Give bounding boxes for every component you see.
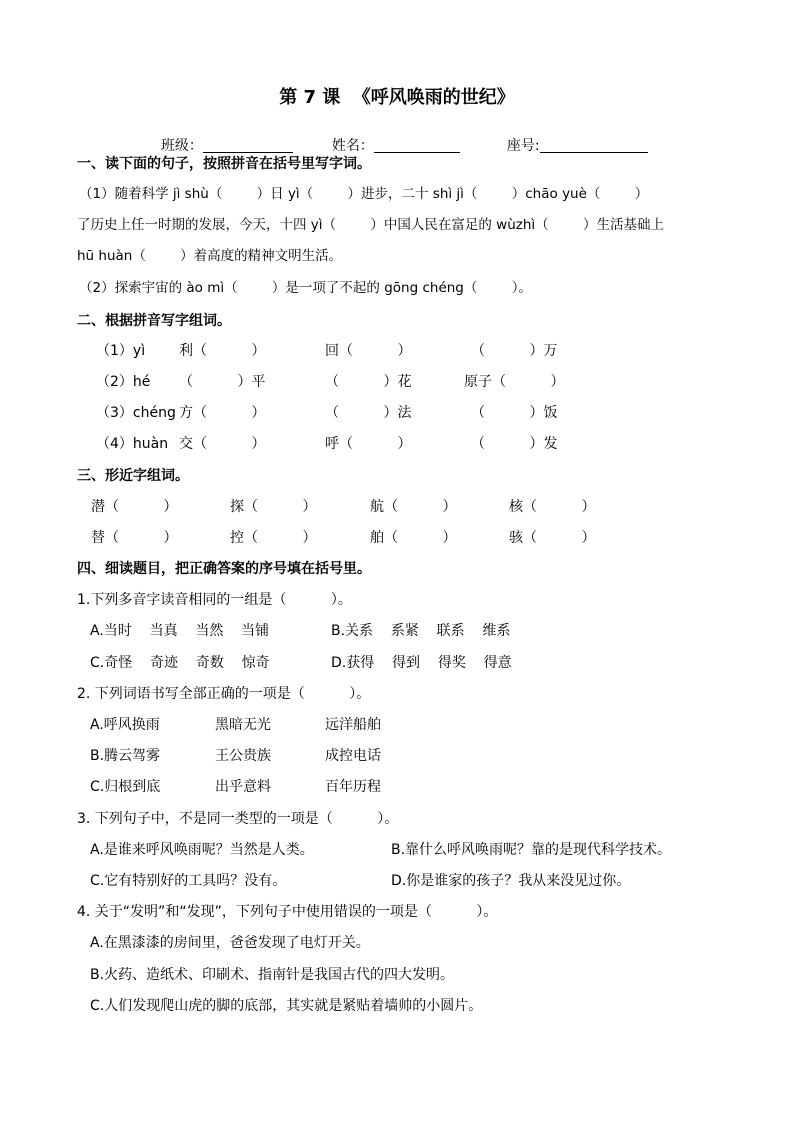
q3-option-b: B.靠什么呼风唤雨呢？靠的是现代科学技术。 — [391, 842, 672, 858]
row-pinyin: （4）huàn — [96, 436, 169, 452]
row-item: 交（ ） — [179, 436, 266, 452]
option-word: A.呼风换雨 — [90, 717, 160, 733]
section1-line1: （1）随着科学 jì shù（ ）日 yì（ ）进步，二十 shì jì（ ）chāo yuè（ ） — [79, 186, 649, 202]
word-item: 探（ ） — [230, 499, 317, 515]
row-item: （ ）发 — [471, 436, 558, 452]
seat-field — [498, 124, 648, 153]
row-pinyin: （1）yì — [96, 343, 146, 359]
row-pinyin: （3）chéng — [96, 405, 176, 421]
name-field — [323, 124, 460, 153]
q3-option-c: C.它有特别好的工具吗？没有。 — [90, 873, 287, 889]
question1-stem: 1.下列多音字读音相同的一组是（ ）。 — [77, 592, 352, 608]
row-item: 呼（ ） — [325, 436, 412, 452]
row-item: 方（ ） — [179, 405, 266, 421]
class-blank[interactable] — [203, 138, 293, 153]
section1-line2: 了历史上任一时期的发展，今天，十四 yì（ ）中国人民在富足的 wùzhì（ ）生活基础上 — [77, 217, 664, 233]
name-blank[interactable] — [374, 138, 460, 153]
section1-line4: （2）探索宇宙的 ào mì（ ）是一项了不起的 gōng chéng（ ）。 — [79, 280, 532, 296]
name-label: 姓名： — [331, 138, 374, 154]
row-pinyin: （2）hé — [96, 374, 151, 390]
question3-stem: 3. 下列句子中，不是同一类型的一项是（ ）。 — [77, 811, 399, 827]
word-item: 潜（ ） — [91, 499, 178, 515]
q4-option-c: C.人们发现爬山虎的脚的底部，其实就是紧贴着墙帅的小圆片。 — [90, 998, 483, 1014]
row-item: 原子（ ） — [464, 374, 565, 390]
word-item: 舶（ ） — [370, 530, 457, 546]
row-item: （ ）万 — [471, 343, 558, 359]
q4-option-b: B.火药、造纸术、印刷术、指南针是我国古代的四大发明。 — [90, 967, 455, 983]
section1-line3: hū huàn（ ）着高度的精神文明生活。 — [77, 248, 343, 264]
word-item: 航（ ） — [370, 499, 457, 515]
class-label: 班级： — [160, 138, 203, 154]
row-item: （ ）法 — [325, 405, 412, 421]
q1-option-c: C.奇怪 奇迹 奇数 惊奇 — [90, 655, 270, 671]
word-item: 控（ ） — [230, 530, 317, 546]
q3-option-a: A.是谁来呼风唤雨呢？当然是人类。 — [90, 842, 314, 858]
class-field — [152, 124, 293, 153]
option-word: B.腾云驾雾 — [90, 748, 161, 764]
word-item: 骇（ ） — [509, 530, 596, 546]
page-title: 第 7 课 《呼风唤雨的世纪》 — [279, 87, 515, 108]
option-word: 出乎意料 — [215, 779, 271, 795]
row-item: （ ）饭 — [471, 405, 558, 421]
q4-option-a: A.在黑漆漆的房间里，爸爸发现了电灯开关。 — [90, 935, 370, 951]
q3-option-d: D.你是谁家的孩子？我从来没见过你。 — [391, 873, 631, 889]
option-word: 成控电话 — [325, 748, 381, 764]
q1-option-d: D.获得 得到 得奖 得意 — [331, 655, 512, 671]
question2-stem: 2. 下列词语书写全部正确的一项是（ ）。 — [77, 686, 371, 702]
option-word: 王公贵族 — [215, 748, 271, 764]
seat-label: 座号: — [506, 138, 540, 154]
row-item: （ ）花 — [325, 374, 412, 390]
section3-heading: 三、形近字组词。 — [77, 468, 189, 484]
row-item: 利（ ） — [179, 343, 266, 359]
row-item: 回（ ） — [325, 343, 412, 359]
section2-heading: 二、根据拼音写字组词。 — [77, 313, 231, 329]
option-word: 远洋船舶 — [325, 717, 381, 733]
q1-option-a: A.当时 当真 当然 当铺 — [90, 623, 270, 639]
word-item: 替（ ） — [91, 530, 178, 546]
word-item: 核（ ） — [509, 499, 596, 515]
section4-heading: 四、细读题目，把正确答案的序号填在括号里。 — [77, 561, 371, 577]
section1-heading: 一、读下面的句子，按照拼音在括号里写字词。 — [77, 156, 371, 172]
question4-stem: 4. 关于“发明”和“发现”，下列句子中使用错误的一项是（ ）。 — [77, 904, 498, 920]
row-item: （ ）平 — [179, 374, 266, 390]
q1-option-b: B.关系 系紧 联系 维系 — [331, 623, 511, 639]
seat-blank[interactable] — [540, 138, 648, 153]
option-word: 黑暗无光 — [215, 717, 271, 733]
option-word: C.归根到底 — [90, 779, 161, 795]
option-word: 百年历程 — [325, 779, 381, 795]
